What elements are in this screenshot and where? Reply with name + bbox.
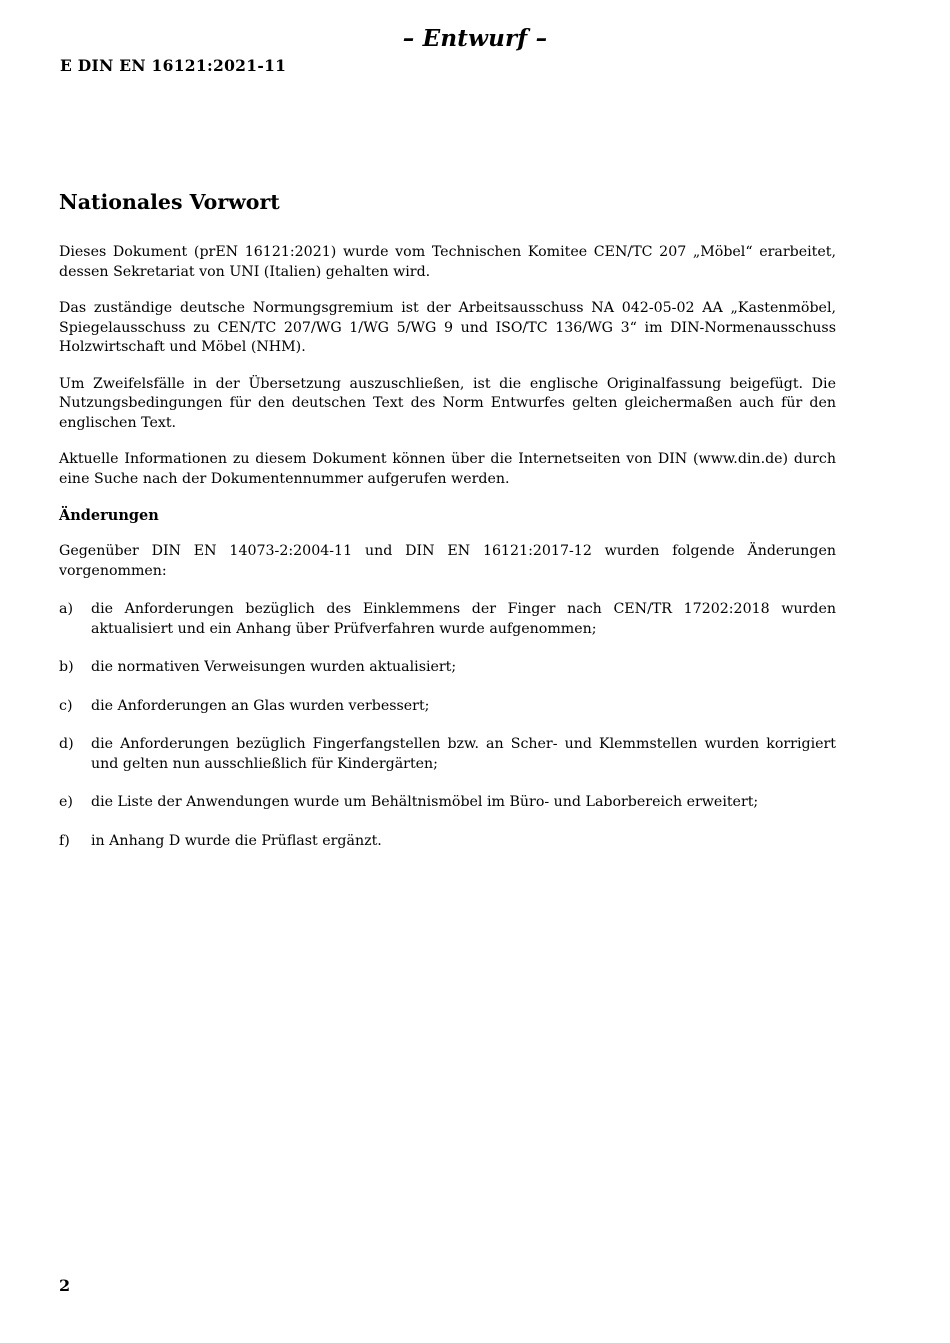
changes-intro: Gegenüber DIN EN 14073-2:2004-11 und DIN EN 16121:2017-12 wurden folgende Änderungen vorgenommen: <box>59 543 836 579</box>
paragraph-secretariat: Dieses Dokument (prEN 16121:2021) wurde vom Technischen Komitee CEN/TC 207 „Möbel“ erarbeitet, dessen Sekretariat von UNI (Italien) gehalten wird. <box>59 244 836 280</box>
page-number: 2 <box>59 1276 71 1295</box>
paragraph-translation: Um Zweifelsfälle in der Übersetzung auszuschließen, ist die englische Originalfassung beigefügt. Die Nutzungsbedingungen für den deutschen Text des Norm Entwurfes gelten gleichermaßen auch für den englischen Text. <box>59 375 836 431</box>
change-text: die Anforderungen bezüglich Fingerfangstellen bzw. an Scher- und Klemmstellen wurden korrigiert und gelten nun ausschließlich für Kindergärten; <box>91 736 836 772</box>
list-marker: b) <box>59 659 74 675</box>
change-text: die normativen Verweisungen wurden aktualisiert; <box>91 659 457 675</box>
change-item <box>59 793 836 813</box>
main-content <box>59 188 836 870</box>
changes-heading: Änderungen <box>59 507 159 524</box>
section-title: Nationales Vorwort <box>59 190 280 214</box>
change-text: die Anforderungen an Glas wurden verbessert; <box>91 697 430 714</box>
document-id: E DIN EN 16121:2021-11 <box>60 56 287 75</box>
change-item <box>59 658 836 678</box>
list-marker: d) <box>59 736 74 752</box>
list-marker: a) <box>59 601 73 617</box>
changes-list <box>59 600 836 851</box>
change-item <box>59 600 836 639</box>
list-marker: f) <box>59 832 70 849</box>
change-item <box>59 735 836 774</box>
list-marker: e) <box>59 794 73 810</box>
paragraph-committee: Das zuständige deutsche Normungsgremium ist der Arbeitsausschuss NA 042-05-02 AA „Kastenmöbel, Spiegelausschuss zu CEN/TC 207/WG 1/WG 5/WG 9 und ISO/TC 136/WG 3“ im DIN-Normenausschuss Holzwirtschaft und Möbel (NHM). <box>59 300 836 355</box>
list-marker: c) <box>59 697 73 714</box>
change-item <box>59 697 836 717</box>
paragraph-information: Aktuelle Informationen zu diesem Dokument können über die Internetseiten von DIN (www.din.de) durch eine Suche nach der Dokumentennummer aufgerufen werden. <box>59 451 836 487</box>
change-text: in Anhang D wurde die Prüflast ergänzt. <box>91 832 382 849</box>
draft-mark: – Entwurf – <box>402 25 548 52</box>
change-text: die Liste der Anwendungen wurde um Behältnismöbel im Büro- und Laborbereich erweitert; <box>91 794 759 810</box>
change-item <box>59 832 836 852</box>
change-text: die Anforderungen bezüglich des Einklemmens der Finger nach CEN/TR 17202:2018 wurden aktualisiert und ein Anhang über Prüfverfahren wurde aufgenommen; <box>91 601 836 637</box>
